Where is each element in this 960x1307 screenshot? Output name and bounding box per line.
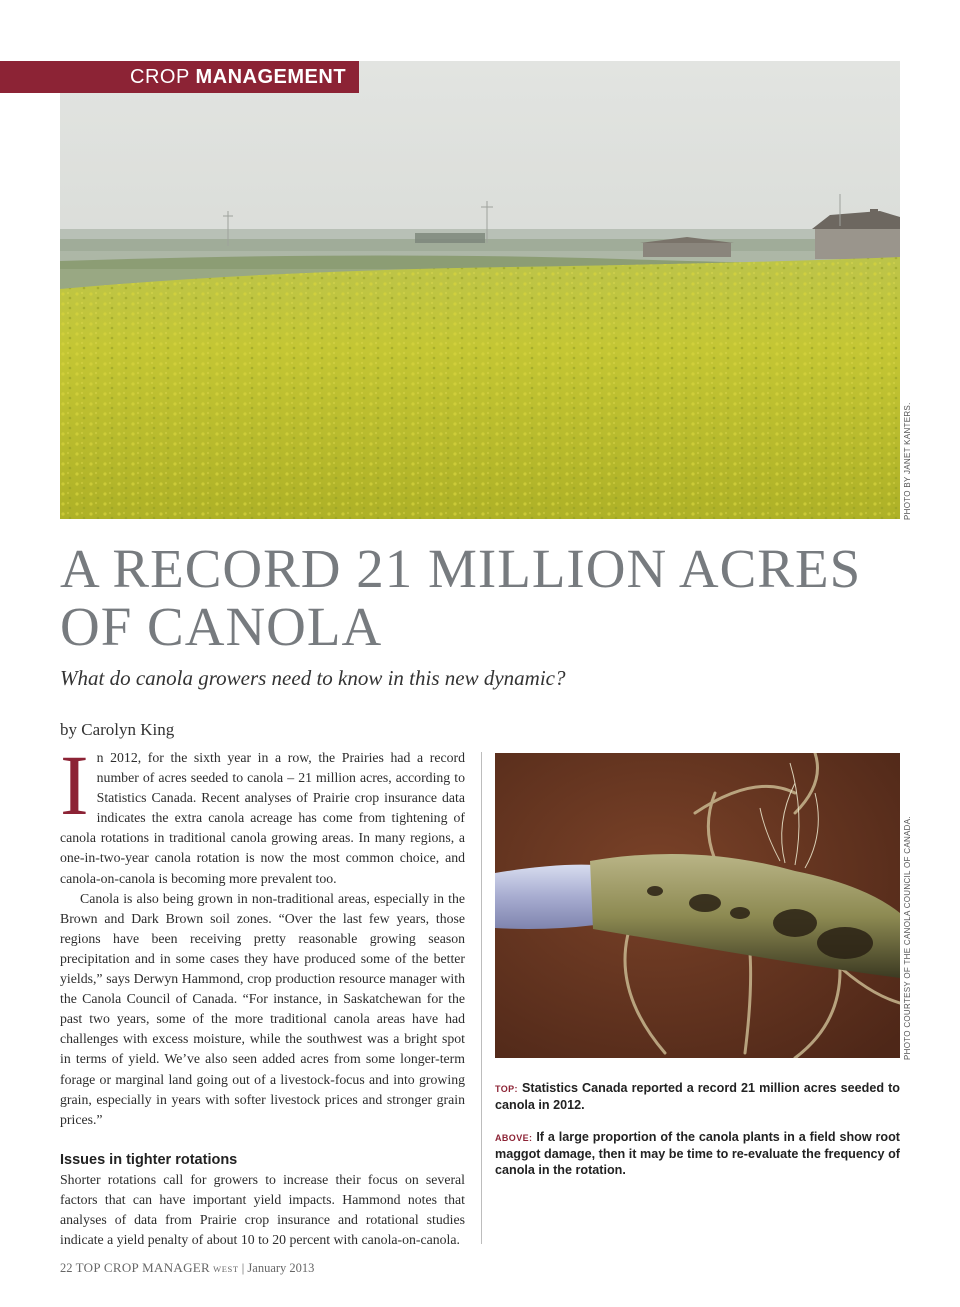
subhead-tighter-rotations: Issues in tighter rotations (60, 1151, 238, 1168)
byline: by Carolyn King (60, 720, 175, 739)
headline-line-2: OF CANOLA (60, 596, 383, 657)
page-number: 22 (60, 1261, 73, 1275)
caption-top-tag: TOP: (495, 1084, 518, 1094)
section-label-light: CROP (130, 66, 190, 88)
canola-field-illustration (60, 61, 900, 519)
issue-date: January 2013 (247, 1261, 315, 1275)
caption-above (495, 1129, 900, 1178)
hero-photo-credit: PHOTO BY JANET KANTERS. (903, 402, 912, 520)
magazine-name: TOP CROP MANAGER (75, 1260, 210, 1275)
section-banner (0, 61, 359, 93)
photo-captions (495, 1080, 900, 1194)
hero-photo-canola-field (60, 61, 900, 519)
column-divider (481, 752, 482, 1244)
headline-line-1: A RECORD 21 MILLION ACRES (60, 538, 862, 599)
headline (60, 540, 920, 656)
root-damage-photo (495, 753, 900, 1058)
root-illustration (495, 753, 900, 1058)
footer-separator: | (241, 1261, 245, 1275)
article-body-column (60, 737, 465, 1250)
paragraph-2: Canola is also being grown in non-traditional areas, especially in the Brown and Dark Brown soil zones. “Over the last few years, those regions have been receiving pretty reasonable growing season precipitation and in some cases they have produced some of the better yields,” says Derwyn Hammond, crop production resource manager with the Canola Council of Canada. “For instance, in Saskatchewan for the past two years, some of the more traditional canola areas have had challenges with excess moisture, while the southwest was a bright spot in terms of yield. We’ve also seen added acres from some longer-term forage or marginal land going out of a livestock-focus and into growing grain, especially in years with softer livestock prices and stronger grain prices.” (60, 890, 465, 1127)
page-footer (60, 1260, 314, 1276)
deck-subtitle: What do canola growers need to know in this new dynamic? (60, 666, 566, 690)
caption-top (495, 1080, 900, 1113)
caption-top-text: Statistics Canada reported a record 21 million acres seeded to canola in 2012. (495, 1081, 901, 1112)
caption-above-text: If a large proportion of the canola plants in a field show root maggot damage, then it may be time to re-evaluate the frequency of canola in the rotation. (495, 1130, 901, 1177)
dropcap: I (60, 737, 89, 833)
section-label-bold: MANAGEMENT (195, 66, 347, 88)
root-photo-credit: PHOTO COURTESY OF THE CANOLA COUNCIL OF CANADA. (903, 816, 912, 1060)
paragraph-3: Shorter rotations call for growers to increase their focus on several factors that can have important yield impacts. Hammond notes that analyses of data from Prairie crop insurance and rotational studies indicate a yield penalty of about 10 to 20 percent with canola-on-canola. (60, 1171, 465, 1248)
paragraph-1 (60, 737, 465, 889)
magazine-edition: WEST (213, 1264, 239, 1274)
caption-above-tag: ABOVE: (495, 1133, 533, 1143)
paragraph-1-text: n 2012, for the sixth year in a row, the Prairies had a record number of acres seeded to canola – 21 million acres, according to Statistics Canada. Recent analyses of Prairie crop insurance data indicates the extra canola acreage has come from tightening of canola rotations in traditional canola growing areas. In many regions, a one-in-two-year canola rotation is now the most common choice, and canola-on-canola is becoming more prevalent too. (60, 750, 465, 886)
